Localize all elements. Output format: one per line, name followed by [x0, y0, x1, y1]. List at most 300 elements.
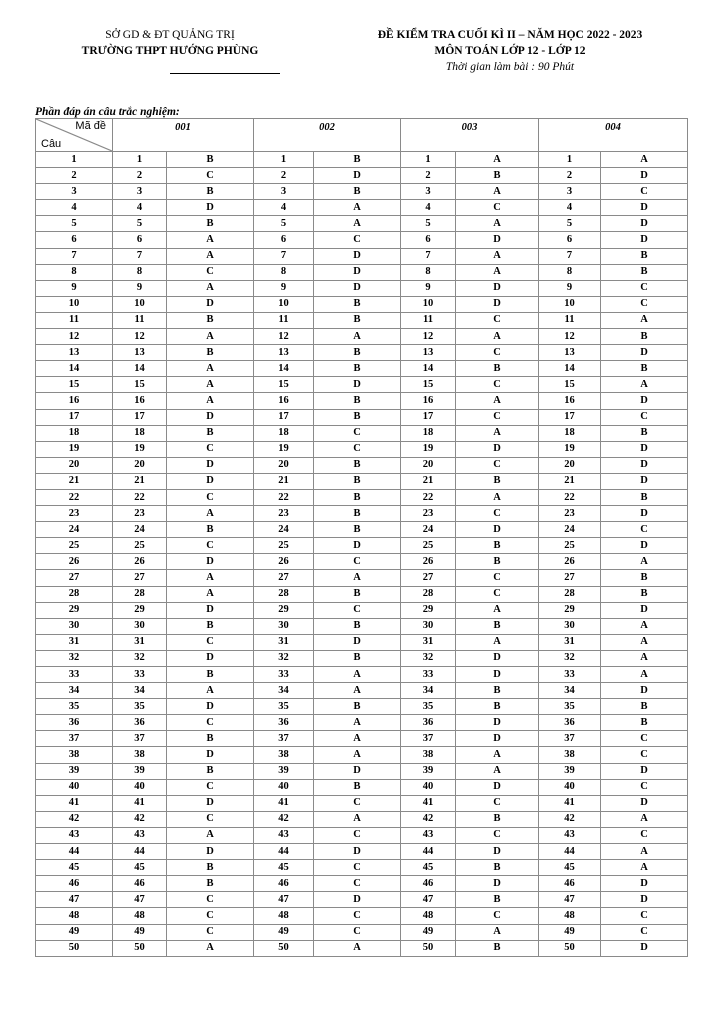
code-004-answer-cell: B [601, 248, 688, 264]
code-004-question-cell: 35 [539, 699, 601, 715]
table-row [36, 152, 688, 168]
table-row [36, 586, 688, 602]
table-row [36, 667, 688, 683]
question-number-cell: 9 [36, 280, 113, 296]
code-001-answer-cell: C [167, 489, 254, 505]
code-004-answer-cell: A [601, 152, 688, 168]
code-001-question-cell: 21 [113, 473, 167, 489]
code-001-question-cell: 26 [113, 554, 167, 570]
code-003-answer-cell: B [456, 618, 539, 634]
code-004-question-cell: 1 [539, 152, 601, 168]
code-001-question-cell: 4 [113, 200, 167, 216]
table-row [36, 409, 688, 425]
code-002-answer-cell: B [314, 489, 401, 505]
code-004-answer-cell: D [601, 892, 688, 908]
question-number-cell: 39 [36, 763, 113, 779]
code-002-question-cell: 16 [254, 393, 314, 409]
code-004-answer-cell: C [601, 280, 688, 296]
code-003-answer-cell: D [456, 844, 539, 860]
code-004-question-cell: 50 [539, 940, 601, 956]
code-002-question-cell: 43 [254, 827, 314, 843]
table-row [36, 280, 688, 296]
code-001-answer-cell: C [167, 264, 254, 280]
code-001-answer-cell: A [167, 377, 254, 393]
code-001-question-cell: 48 [113, 908, 167, 924]
code-001-answer-cell: D [167, 747, 254, 763]
code-002-question-cell: 44 [254, 844, 314, 860]
code-003-question-cell: 17 [401, 409, 456, 425]
code-001-question-cell: 11 [113, 312, 167, 328]
code-001-question-cell: 17 [113, 409, 167, 425]
code-003-answer-cell: C [456, 795, 539, 811]
code-001-question-cell: 46 [113, 876, 167, 892]
code-004-answer-cell: B [601, 329, 688, 345]
code-002-answer-cell: B [314, 393, 401, 409]
code-001-answer-cell: D [167, 795, 254, 811]
code-001-answer-cell: B [167, 731, 254, 747]
table-row [36, 216, 688, 232]
code-001-question-cell: 8 [113, 264, 167, 280]
code-004-answer-cell: B [601, 489, 688, 505]
code-002-answer-cell: B [314, 586, 401, 602]
code-003-question-cell: 6 [401, 232, 456, 248]
code-004-answer-cell: C [601, 924, 688, 940]
code-002-question-cell: 26 [254, 554, 314, 570]
code-001-question-cell: 20 [113, 457, 167, 473]
code-001-question-cell: 36 [113, 715, 167, 731]
code-003-question-cell: 27 [401, 570, 456, 586]
code-002-question-cell: 2 [254, 168, 314, 184]
question-number-cell: 22 [36, 489, 113, 505]
code-001-answer-cell: B [167, 184, 254, 200]
code-004-answer-cell: C [601, 908, 688, 924]
code-003-answer-cell: B [456, 361, 539, 377]
code-002-answer-cell: C [314, 795, 401, 811]
code-004-question-cell: 38 [539, 747, 601, 763]
question-number-cell: 2 [36, 168, 113, 184]
code-004-question-cell: 47 [539, 892, 601, 908]
code-002-answer-cell: C [314, 860, 401, 876]
code-003-question-cell: 47 [401, 892, 456, 908]
question-number-cell: 1 [36, 152, 113, 168]
code-001-question-cell: 13 [113, 345, 167, 361]
code-002-question-cell: 32 [254, 650, 314, 666]
code-003-question-cell: 13 [401, 345, 456, 361]
table-row [36, 683, 688, 699]
table-row [36, 860, 688, 876]
code-004-question-cell: 31 [539, 634, 601, 650]
code-002-answer-cell: B [314, 457, 401, 473]
code-004-question-cell: 18 [539, 425, 601, 441]
code-001-answer-cell: A [167, 232, 254, 248]
code-003-answer-cell: C [456, 345, 539, 361]
code-001-answer-cell: B [167, 860, 254, 876]
code-004-answer-cell: D [601, 216, 688, 232]
code-001-question-cell: 30 [113, 618, 167, 634]
code-003-question-cell: 38 [401, 747, 456, 763]
code-002-question-cell: 42 [254, 811, 314, 827]
question-number-cell: 3 [36, 184, 113, 200]
question-number-cell: 29 [36, 602, 113, 618]
code-001-question-cell: 9 [113, 280, 167, 296]
code-004-answer-cell: B [601, 570, 688, 586]
code-001-question-cell: 44 [113, 844, 167, 860]
table-row [36, 634, 688, 650]
code-002-question-cell: 13 [254, 345, 314, 361]
code-002-question-cell: 50 [254, 940, 314, 956]
exam-info [325, 27, 695, 75]
code-004-answer-cell: C [601, 827, 688, 843]
code-004-answer-cell: D [601, 200, 688, 216]
code-004-question-cell: 14 [539, 361, 601, 377]
code-004-question-cell: 40 [539, 779, 601, 795]
question-number-cell: 46 [36, 876, 113, 892]
code-003-answer-cell: C [456, 457, 539, 473]
code-003-answer-cell: A [456, 184, 539, 200]
code-003-answer-cell: B [456, 473, 539, 489]
code-002-answer-cell: A [314, 667, 401, 683]
code-header-004: 004 [539, 119, 688, 152]
code-002-question-cell: 4 [254, 200, 314, 216]
table-row [36, 457, 688, 473]
code-003-answer-cell: A [456, 248, 539, 264]
code-004-answer-cell: D [601, 473, 688, 489]
code-002-answer-cell: B [314, 184, 401, 200]
code-004-answer-cell: B [601, 264, 688, 280]
school-info [55, 27, 285, 59]
code-003-answer-cell: B [456, 538, 539, 554]
code-004-question-cell: 49 [539, 924, 601, 940]
code-001-question-cell: 25 [113, 538, 167, 554]
table-row [36, 779, 688, 795]
code-001-question-cell: 19 [113, 441, 167, 457]
document-header [0, 27, 725, 87]
code-001-answer-cell: C [167, 811, 254, 827]
code-003-answer-cell: C [456, 908, 539, 924]
question-number-cell: 37 [36, 731, 113, 747]
question-number-cell: 43 [36, 827, 113, 843]
code-001-answer-cell: C [167, 892, 254, 908]
code-002-answer-cell: C [314, 602, 401, 618]
code-002-question-cell: 24 [254, 522, 314, 538]
code-001-answer-cell: C [167, 441, 254, 457]
question-number-cell: 42 [36, 811, 113, 827]
code-002-answer-cell: C [314, 425, 401, 441]
code-003-answer-cell: A [456, 763, 539, 779]
question-number-cell: 20 [36, 457, 113, 473]
question-number-cell: 26 [36, 554, 113, 570]
code-003-question-cell: 32 [401, 650, 456, 666]
code-003-answer-cell: B [456, 811, 539, 827]
question-number-cell: 11 [36, 312, 113, 328]
code-004-question-cell: 27 [539, 570, 601, 586]
code-002-answer-cell: B [314, 296, 401, 312]
code-002-question-cell: 9 [254, 280, 314, 296]
code-003-answer-cell: B [456, 554, 539, 570]
code-002-answer-cell: B [314, 312, 401, 328]
code-002-answer-cell: C [314, 924, 401, 940]
code-002-answer-cell: D [314, 264, 401, 280]
code-002-answer-cell: D [314, 248, 401, 264]
code-004-question-cell: 43 [539, 827, 601, 843]
code-002-question-cell: 46 [254, 876, 314, 892]
code-004-question-cell: 9 [539, 280, 601, 296]
code-003-question-cell: 1 [401, 152, 456, 168]
code-002-answer-cell: A [314, 683, 401, 699]
code-001-answer-cell: B [167, 876, 254, 892]
code-001-answer-cell: A [167, 940, 254, 956]
code-001-question-cell: 37 [113, 731, 167, 747]
code-001-answer-cell: B [167, 763, 254, 779]
code-header-003: 003 [401, 119, 539, 152]
code-002-question-cell: 48 [254, 908, 314, 924]
code-003-answer-cell: C [456, 570, 539, 586]
table-row [36, 296, 688, 312]
code-001-answer-cell: A [167, 248, 254, 264]
school-name: TRƯỜNG THPT HƯỚNG PHÙNG [81, 45, 259, 57]
code-001-question-cell: 5 [113, 216, 167, 232]
code-002-question-cell: 1 [254, 152, 314, 168]
code-001-question-cell: 50 [113, 940, 167, 956]
code-002-question-cell: 38 [254, 747, 314, 763]
table-row [36, 763, 688, 779]
code-004-question-cell: 25 [539, 538, 601, 554]
question-header-label: Câu [41, 138, 62, 150]
code-004-answer-cell: C [601, 747, 688, 763]
code-004-question-cell: 46 [539, 876, 601, 892]
code-002-question-cell: 49 [254, 924, 314, 940]
code-002-answer-cell: A [314, 715, 401, 731]
code-002-answer-cell: B [314, 152, 401, 168]
code-002-question-cell: 35 [254, 699, 314, 715]
code-002-answer-cell: C [314, 876, 401, 892]
code-003-question-cell: 14 [401, 361, 456, 377]
table-row [36, 650, 688, 666]
code-003-question-cell: 10 [401, 296, 456, 312]
table-row [36, 345, 688, 361]
code-003-question-cell: 46 [401, 876, 456, 892]
code-002-answer-cell: A [314, 570, 401, 586]
code-003-question-cell: 49 [401, 924, 456, 940]
code-003-question-cell: 34 [401, 683, 456, 699]
code-002-answer-cell: A [314, 940, 401, 956]
code-004-answer-cell: A [601, 377, 688, 393]
code-004-question-cell: 10 [539, 296, 601, 312]
code-004-answer-cell: D [601, 538, 688, 554]
code-004-answer-cell: B [601, 586, 688, 602]
code-003-question-cell: 19 [401, 441, 456, 457]
question-number-cell: 47 [36, 892, 113, 908]
code-001-question-cell: 29 [113, 602, 167, 618]
exam-title: ĐỀ KIỂM TRA CUỐI KÌ II – NĂM HỌC 2022 - 2023 [377, 29, 643, 41]
code-001-question-cell: 14 [113, 361, 167, 377]
code-003-question-cell: 2 [401, 168, 456, 184]
code-001-answer-cell: A [167, 683, 254, 699]
table-row [36, 312, 688, 328]
question-number-cell: 49 [36, 924, 113, 940]
code-002-answer-cell: D [314, 280, 401, 296]
code-003-question-cell: 43 [401, 827, 456, 843]
exam-subject: MÔN TOÁN LỚP 12 - LỚP 12 [434, 45, 586, 57]
table-row [36, 506, 688, 522]
code-001-answer-cell: B [167, 425, 254, 441]
code-004-question-cell: 13 [539, 345, 601, 361]
code-004-question-cell: 20 [539, 457, 601, 473]
question-number-cell: 21 [36, 473, 113, 489]
code-004-answer-cell: D [601, 345, 688, 361]
question-number-cell: 35 [36, 699, 113, 715]
code-004-question-cell: 36 [539, 715, 601, 731]
code-004-question-cell: 4 [539, 200, 601, 216]
code-003-answer-cell: B [456, 683, 539, 699]
code-001-question-cell: 1 [113, 152, 167, 168]
code-003-question-cell: 7 [401, 248, 456, 264]
code-004-question-cell: 29 [539, 602, 601, 618]
table-row [36, 618, 688, 634]
code-003-question-cell: 4 [401, 200, 456, 216]
code-002-question-cell: 41 [254, 795, 314, 811]
code-001-question-cell: 22 [113, 489, 167, 505]
code-002-question-cell: 29 [254, 602, 314, 618]
code-003-answer-cell: D [456, 876, 539, 892]
code-003-answer-cell: A [456, 329, 539, 345]
code-004-question-cell: 3 [539, 184, 601, 200]
code-header-002: 002 [254, 119, 401, 152]
code-001-question-cell: 39 [113, 763, 167, 779]
table-header-row [36, 119, 688, 152]
question-number-cell: 12 [36, 329, 113, 345]
question-number-cell: 10 [36, 296, 113, 312]
code-003-answer-cell: A [456, 924, 539, 940]
code-001-question-cell: 23 [113, 506, 167, 522]
code-003-answer-cell: A [456, 602, 539, 618]
code-004-answer-cell: B [601, 425, 688, 441]
code-003-question-cell: 41 [401, 795, 456, 811]
code-003-answer-cell: A [456, 747, 539, 763]
table-row [36, 827, 688, 843]
table-row [36, 361, 688, 377]
question-number-cell: 4 [36, 200, 113, 216]
code-002-answer-cell: B [314, 779, 401, 795]
code-002-question-cell: 6 [254, 232, 314, 248]
code-003-question-cell: 31 [401, 634, 456, 650]
code-003-answer-cell: A [456, 152, 539, 168]
code-004-answer-cell: D [601, 763, 688, 779]
code-003-answer-cell: C [456, 586, 539, 602]
table-row [36, 538, 688, 554]
code-003-answer-cell: A [456, 216, 539, 232]
code-003-question-cell: 28 [401, 586, 456, 602]
code-004-answer-cell: C [601, 522, 688, 538]
code-002-answer-cell: B [314, 361, 401, 377]
question-number-cell: 45 [36, 860, 113, 876]
code-003-question-cell: 37 [401, 731, 456, 747]
code-004-answer-cell: C [601, 731, 688, 747]
code-001-answer-cell: D [167, 844, 254, 860]
code-001-answer-cell: D [167, 296, 254, 312]
question-number-cell: 36 [36, 715, 113, 731]
table-row [36, 232, 688, 248]
code-004-question-cell: 45 [539, 860, 601, 876]
code-001-answer-cell: C [167, 779, 254, 795]
code-002-question-cell: 21 [254, 473, 314, 489]
question-number-cell: 50 [36, 940, 113, 956]
question-number-cell: 24 [36, 522, 113, 538]
code-002-answer-cell: A [314, 747, 401, 763]
question-number-cell: 14 [36, 361, 113, 377]
code-003-question-cell: 21 [401, 473, 456, 489]
code-004-answer-cell: A [601, 618, 688, 634]
header-divider [170, 73, 280, 74]
question-number-cell: 6 [36, 232, 113, 248]
code-004-question-cell: 26 [539, 554, 601, 570]
code-003-question-cell: 11 [401, 312, 456, 328]
code-004-answer-cell: B [601, 361, 688, 377]
code-002-answer-cell: D [314, 634, 401, 650]
code-004-question-cell: 42 [539, 811, 601, 827]
code-004-question-cell: 8 [539, 264, 601, 280]
table-row [36, 522, 688, 538]
code-001-answer-cell: B [167, 667, 254, 683]
code-001-question-cell: 16 [113, 393, 167, 409]
question-number-cell: 27 [36, 570, 113, 586]
code-001-question-cell: 18 [113, 425, 167, 441]
code-004-question-cell: 19 [539, 441, 601, 457]
code-002-question-cell: 27 [254, 570, 314, 586]
code-002-question-cell: 3 [254, 184, 314, 200]
code-003-answer-cell: C [456, 377, 539, 393]
code-003-answer-cell: A [456, 393, 539, 409]
code-002-answer-cell: B [314, 618, 401, 634]
code-001-question-cell: 12 [113, 329, 167, 345]
code-002-answer-cell: D [314, 763, 401, 779]
table-row [36, 811, 688, 827]
table-row [36, 184, 688, 200]
code-001-answer-cell: B [167, 345, 254, 361]
code-002-answer-cell: B [314, 473, 401, 489]
table-row [36, 377, 688, 393]
question-number-cell: 16 [36, 393, 113, 409]
code-003-question-cell: 48 [401, 908, 456, 924]
code-001-answer-cell: B [167, 618, 254, 634]
code-002-question-cell: 17 [254, 409, 314, 425]
code-003-answer-cell: A [456, 425, 539, 441]
code-004-question-cell: 15 [539, 377, 601, 393]
code-002-question-cell: 36 [254, 715, 314, 731]
code-001-answer-cell: B [167, 312, 254, 328]
code-001-question-cell: 34 [113, 683, 167, 699]
code-003-answer-cell: A [456, 489, 539, 505]
code-004-question-cell: 32 [539, 650, 601, 666]
corner-header-cell [36, 119, 113, 152]
code-003-answer-cell: D [456, 667, 539, 683]
code-004-question-cell: 2 [539, 168, 601, 184]
table-row [36, 602, 688, 618]
table-row [36, 715, 688, 731]
code-001-answer-cell: A [167, 280, 254, 296]
table-row [36, 168, 688, 184]
table-row [36, 908, 688, 924]
code-003-question-cell: 16 [401, 393, 456, 409]
code-002-question-cell: 8 [254, 264, 314, 280]
code-002-question-cell: 47 [254, 892, 314, 908]
code-003-question-cell: 5 [401, 216, 456, 232]
code-001-answer-cell: A [167, 361, 254, 377]
question-number-cell: 15 [36, 377, 113, 393]
table-row [36, 731, 688, 747]
code-002-question-cell: 11 [254, 312, 314, 328]
code-001-question-cell: 42 [113, 811, 167, 827]
